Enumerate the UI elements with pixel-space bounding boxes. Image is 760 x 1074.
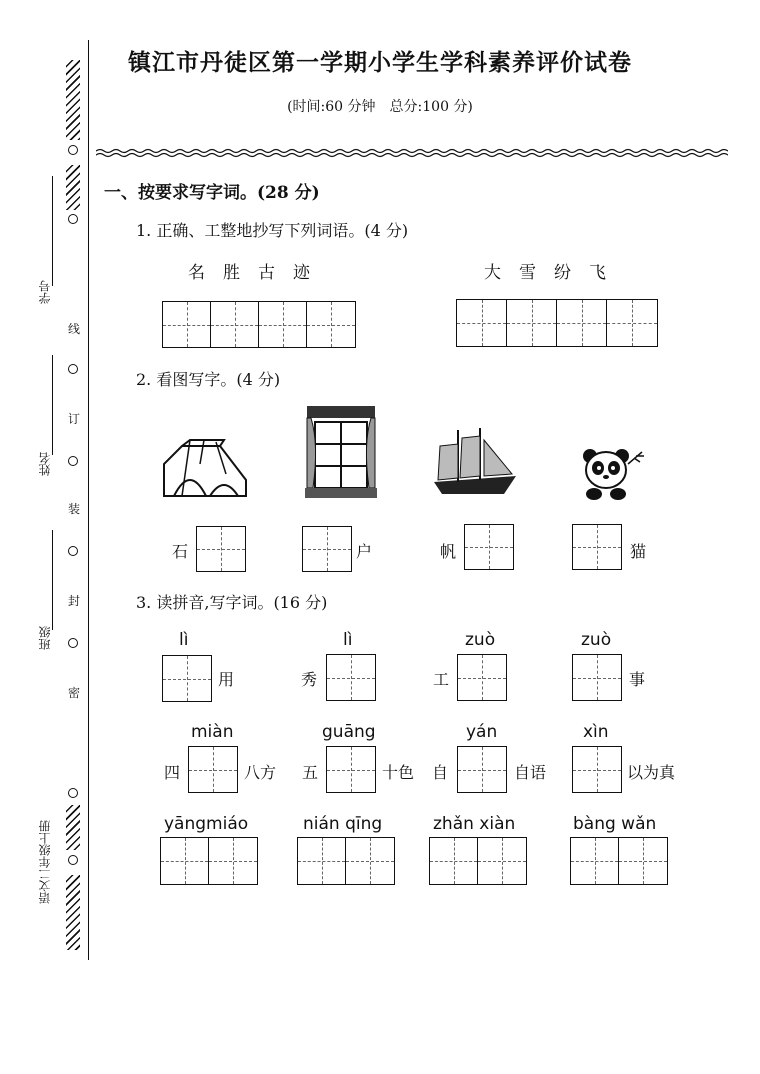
pinyin-r2-4: xìn [583, 722, 609, 742]
q3-r1-4-after: 事 [629, 670, 646, 689]
question-3-label: 3. 读拼音,写字词。(16 分) [136, 593, 328, 612]
margin-circle [68, 214, 78, 224]
margin-circle [68, 638, 78, 648]
writing-box-q2-2[interactable] [302, 526, 352, 572]
margin-book: 语文二年级上册 [38, 820, 52, 904]
panda-picture [580, 444, 648, 502]
writing-box-q3-r1-1[interactable] [162, 655, 212, 702]
pinyin-r2-2: guāng [322, 722, 376, 742]
margin-zhuang: 装 [68, 502, 81, 516]
margin-ding: 订 [68, 412, 81, 426]
writing-box-q3-r2-1[interactable] [188, 746, 238, 793]
question-2-label: 2. 看图写字。(4 分) [136, 370, 281, 389]
q3-r1-2-before: 秀 [301, 670, 318, 689]
pinyin-r3-1: yāngmiáo [164, 814, 249, 834]
margin-circle [68, 364, 78, 374]
copy-word-2: 大雪纷飞 [484, 263, 624, 283]
writing-box-q3-r1-4[interactable] [572, 654, 622, 701]
margin-hatch [66, 165, 80, 210]
page-title: 镇江市丹徒区第一学期小学生学科素养评价试卷 [128, 49, 632, 76]
margin-xuehao: 学号 [38, 280, 52, 304]
q3-r1-1-after: 用 [218, 670, 235, 689]
bridge-picture [160, 434, 250, 500]
q3-r2-4-after: 以为真 [627, 763, 676, 782]
margin-xingming: 姓名 [38, 452, 52, 476]
writing-box-q3-r2-2[interactable] [326, 746, 376, 793]
writing-grid-q3-r3-3[interactable] [429, 837, 527, 885]
banji-line [52, 530, 53, 630]
pinyin-r3-2: nián qīng [303, 814, 383, 834]
wavy-divider [96, 148, 728, 158]
pinyin-r1-2: lì [343, 630, 353, 650]
question-1-label: 1. 正确、工整地抄写下列词语。(4 分) [136, 221, 409, 240]
window-picture [303, 404, 379, 500]
copy-word-1: 名胜古迹 [188, 263, 328, 283]
pinyin-r2-3: yán [466, 722, 498, 742]
xuehao-line [52, 176, 53, 286]
margin-circle [68, 855, 78, 865]
writing-box-q2-3[interactable] [464, 524, 514, 570]
section-heading: 一、按要求写字词。(28 分) [104, 183, 320, 203]
pinyin-r1-4: zuò [581, 630, 612, 650]
page-subtitle: (时间:60 分钟 总分:100 分) [287, 99, 473, 115]
q2-item1-before: 石 [172, 542, 189, 561]
margin-line [88, 40, 89, 960]
q3-r2-2-after: 十色 [382, 763, 415, 782]
margin-hatch [66, 875, 80, 950]
q3-r2-3-after: 自语 [514, 763, 547, 782]
pinyin-r1-1: lì [179, 630, 189, 650]
writing-grid-q3-r3-1[interactable] [160, 837, 258, 885]
margin-xian: 线 [68, 322, 81, 336]
writing-box-q3-r2-4[interactable] [572, 746, 622, 793]
margin-circle [68, 456, 78, 466]
q3-r2-1-before: 四 [164, 763, 181, 782]
pinyin-r2-1: miàn [191, 722, 234, 742]
writing-box-q3-r1-2[interactable] [326, 654, 376, 701]
q3-r2-1-after: 八方 [244, 763, 277, 782]
writing-grid-q3-r3-4[interactable] [570, 837, 668, 885]
margin-banji: 班级 [38, 626, 52, 650]
margin-circle [68, 546, 78, 556]
pinyin-r3-4: bàng wǎn [573, 814, 657, 834]
writing-box-q3-r2-3[interactable] [457, 746, 507, 793]
margin-circle [68, 145, 78, 155]
q2-item3-before: 帆 [440, 542, 457, 561]
margin-hatch [66, 805, 80, 850]
margin-feng: 封 [68, 594, 81, 608]
q2-item4-after: 猫 [630, 542, 647, 561]
pinyin-r3-3: zhǎn xiàn [433, 814, 516, 834]
writing-grid-q3-r3-2[interactable] [297, 837, 395, 885]
writing-grid-q1-1[interactable] [162, 301, 356, 348]
q3-r1-3-before: 工 [433, 670, 450, 689]
writing-box-q3-r1-3[interactable] [457, 654, 507, 701]
margin-mi: 密 [68, 686, 81, 700]
writing-box-q2-1[interactable] [196, 526, 246, 572]
margin-circle [68, 788, 78, 798]
q3-r2-3-before: 自 [432, 763, 449, 782]
sailboat-picture [430, 426, 520, 498]
writing-grid-q1-2[interactable] [456, 299, 658, 347]
pinyin-r1-3: zuò [465, 630, 496, 650]
xingming-line [52, 355, 53, 455]
q3-r2-2-before: 五 [302, 763, 319, 782]
writing-box-q2-4[interactable] [572, 524, 622, 570]
q2-item2-after: 户 [356, 542, 373, 561]
